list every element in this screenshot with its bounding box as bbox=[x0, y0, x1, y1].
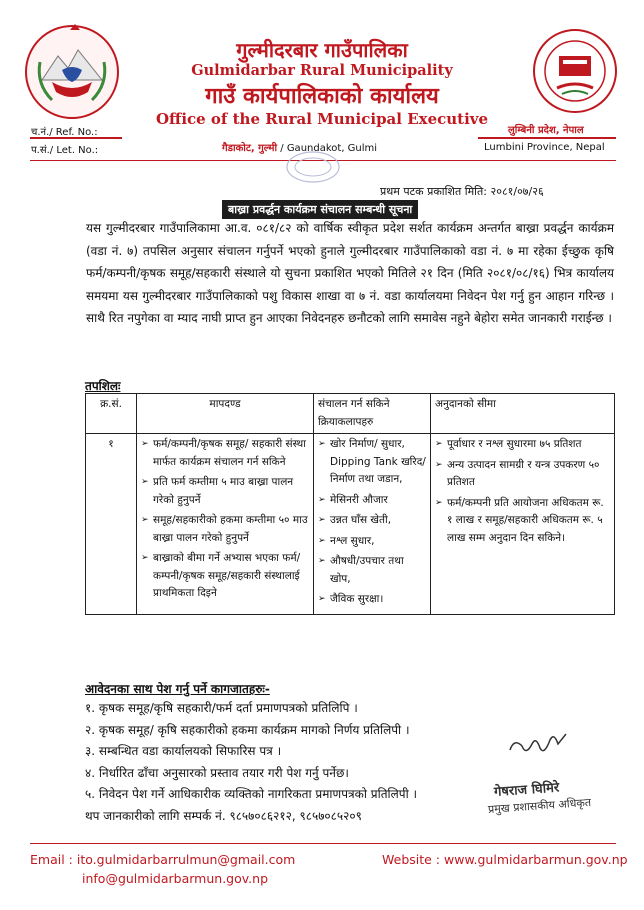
province-nepali: लुम्बिनी प्रदेश, नेपाल bbox=[508, 125, 584, 136]
document-item: २. कृषक समूह/ कृषि सहकारीको हकमा कार्यक्रम मागको निर्णय प्रतिलिपी । bbox=[85, 722, 410, 737]
signature-icon bbox=[504, 726, 574, 766]
municipality-name-english: Gulmidarbar Rural Municipality bbox=[191, 62, 453, 79]
province-english: Lumbini Province, Nepal bbox=[484, 142, 605, 153]
address-separator: / bbox=[280, 143, 284, 154]
col-header-sn: क्र.सं. bbox=[86, 394, 137, 434]
signatory-role: प्रमुख प्रशासकीय अधिकृत bbox=[487, 795, 592, 816]
let-no-label: प.सं./ Let. No.: bbox=[31, 145, 99, 156]
footer-email-line bbox=[30, 852, 295, 867]
cell-sn: १ bbox=[86, 434, 137, 615]
cell-grant-limits bbox=[431, 434, 615, 615]
activity-item: ➢ जैविक सुरक्षा। bbox=[318, 591, 426, 609]
ref-no-label: च.नं./ Ref. No.: bbox=[31, 127, 98, 138]
website-label: Website : bbox=[382, 852, 441, 867]
table-row bbox=[86, 434, 615, 615]
stamp-icon bbox=[285, 150, 341, 184]
email-label: Email : bbox=[30, 852, 73, 867]
footer-website-line bbox=[382, 852, 628, 867]
nepal-emblem-icon bbox=[22, 22, 122, 122]
activity-item: ➢ मेसिनरी औजार bbox=[318, 492, 426, 510]
criteria-item: ➢ समूह/सहकारीको हकमा कम्तीमा ५० माउ बाख्रा पालन गरेको हुनुपर्ने bbox=[141, 512, 309, 547]
email-link-primary[interactable]: ito.gulmidarbarrulmun@gmail.com bbox=[76, 852, 296, 867]
grant-item: ➢ अन्य उत्पादन सामग्री र यन्त्र उपकरण ५० प्रतिशत bbox=[435, 457, 610, 492]
address-english: Gaundakot, Gulmi bbox=[286, 143, 378, 154]
details-heading: तपशिलः bbox=[85, 379, 121, 393]
document-item: ५. निवेदन पेश गर्ने आधिकारीक व्यक्तिको नागरिकता प्रमाणपत्रको प्रतिलिपी । bbox=[85, 787, 418, 801]
activity-item: ➢ नश्ल सुधार, bbox=[318, 533, 426, 551]
signatory-name: गेषराज घिमिरे bbox=[493, 780, 560, 800]
office-stamp bbox=[285, 150, 341, 184]
grant-item: ➢ पूर्वाधार र नश्ल सुधारमा ७५ प्रतिशत bbox=[435, 436, 610, 454]
municipality-name-nepali: गुल्मीदरबार गाउँपालिका bbox=[236, 38, 408, 62]
activity-item: ➢ उन्नत घाँस खेती, bbox=[318, 512, 426, 530]
col-header-activities: संचालन गर्न सकिने क्रियाकलापहरु bbox=[314, 394, 431, 434]
document-item: ४. निर्धारित ढाँचा अनुसारको प्रस्ताव तयार गरी पेश गर्नु पर्नेछ। bbox=[85, 765, 349, 780]
province-seal bbox=[532, 28, 618, 114]
handwritten-signature bbox=[504, 726, 574, 766]
document-item: ३. सम्बन्धित वडा कार्यालयको सिफारिस पत्र । bbox=[85, 744, 282, 758]
address-nepali: गैडाकोट, गुल्मी bbox=[222, 143, 278, 154]
criteria-item: ➢ फर्म/कम्पनी/कृषक समूह/ सहकारी संस्था मार्फत कार्यक्रम संचालन गर्न सकिने bbox=[141, 436, 309, 471]
office-name-english: Office of the Rural Municipal Executive bbox=[155, 110, 489, 128]
header-divider-left bbox=[30, 137, 122, 139]
criteria-item: ➢ बाख्राको बीमा गर्ने अभ्यास भएका फर्म/कम्पनी/कृषक समूह/सहकारी संस्थालाई प्राथमिकता दिइने bbox=[141, 550, 309, 603]
col-header-grant-limit: अनुदानको सीमा bbox=[431, 394, 615, 434]
activity-item: ➢ औषधी/उपचार तथा खोप, bbox=[318, 553, 426, 588]
header-divider-right bbox=[478, 137, 616, 139]
table-header-row bbox=[86, 394, 615, 434]
activity-item: ➢ खोर निर्माण/ सुधार, Dipping Tank खरिद/ निर्माण तथा जडान, bbox=[318, 436, 426, 489]
notice-title: बाख्रा प्रवर्द्धन कार्यक्रम संचालन सम्बन्धी सूचना bbox=[222, 200, 418, 219]
criteria-item: ➢ प्रति फर्म कम्तीमा ५ माउ बाख्रा पालन गरेको हुनुपर्ने bbox=[141, 474, 309, 509]
office-name-nepali: गाउँ कार्यपालिकाको कार्यालय bbox=[205, 84, 439, 109]
contact-line: थप जानकारीको लागि सम्पर्क नं. ९८५७०८६२१२, ९८५७०८५२०९ bbox=[85, 808, 362, 823]
details-table bbox=[85, 393, 615, 615]
cell-criteria bbox=[137, 434, 314, 615]
publication-date: प्रथम पटक प्रकाशित मिति: २०८१/०७/२६ bbox=[380, 185, 544, 198]
lumbini-seal-icon bbox=[532, 28, 618, 114]
col-header-criteria: मापदण्ड bbox=[137, 394, 314, 434]
nepal-emblem-logo bbox=[22, 22, 122, 122]
notice-paragraph: यस गुल्मीदरबार गाउँपालिकामा आ.व. ०८१/८२ को वार्षिक स्वीकृत प्रदेश सर्शत कार्यक्रम अन्तर्गत बाख्रा प्रवर्द्धन कार्यक्रम (वडा नं. ७) तपसिल अनुसार संचालन गर्नुपर्ने भएको हुनाले गुल्मीदरबार गाउँपालिकाको वडा नं. ७ मा रहेका ईच्छुक कृषि फर्म/कम्पनी/कृषक समूह/सहकारी संस्थाले यो सुचना प्रकाशित भएको मितिले २१ दिन (मिति २०८१/०८/१६) भित्र कार्यालय समयमा यस गुल्मीदरबार गाउँपालिकाको पशु विकास शाखा वा ७ नं. वडा कार्यालयमा निवेदन पेश गर्नु हुन आहान गरिन्छ । साथै रित नपुगेका वा म्याद नाघी प्राप्त हुन आएका निवेदनहरु छनौटको लागि समावेस नहुने बेहोरा समेत जानकारी गराईन्छ । bbox=[86, 221, 614, 325]
website-link[interactable]: www.gulmidarbarmun.gov.np bbox=[444, 852, 628, 867]
cell-activities bbox=[314, 434, 431, 615]
email-link-secondary[interactable]: info@gulmidarbarmun.gov.np bbox=[82, 871, 269, 886]
documents-list bbox=[85, 698, 417, 827]
document-item: १. कृषक समूह/कृषि सहकारी/फर्म दर्ता प्रमाणपत्रको प्रतिलिपि । bbox=[85, 701, 358, 715]
documents-heading: आवेदनका साथ पेश गर्नु पर्ने कागजातहरुः- bbox=[85, 682, 270, 696]
footer-divider bbox=[30, 843, 616, 844]
grant-item: ➢ फर्म/कम्पनी प्रति आयोजना अधिकतम रू. १ लाख र समूह/सहकारी अधिकतम रू. ५ लाख सम्म अनुदान दिन सकिने। bbox=[435, 495, 610, 548]
